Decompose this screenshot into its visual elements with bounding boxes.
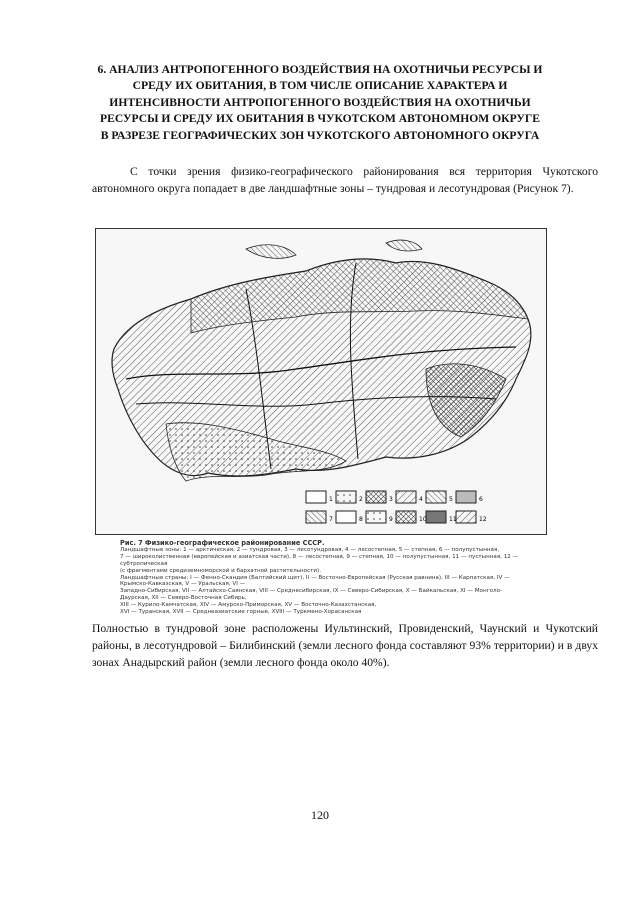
caption-line: Ландшафтные страны: I — Фенно-Скандия (Балтийский щит), II — Восточно-Европейская (Русская равнина), III — Карпатская, IV — Крымско-Кавказская, V — Уральская, VI — [120,574,510,588]
legend-label: 6 [479,496,483,503]
intro-paragraph: С точки зрения физико-географического районирования вся территория Чукотского автономного округа попадает в две ландшафтные зоны – тундровая и лесотундровая (Рисунок 7). [92,165,598,195]
heading-line: В РАЗРЕЗЕ ГЕОГРАФИЧЕСКИХ ЗОН ЧУКОТСКОГО АВТОНОМНОГО ОКРУГА [100,128,540,142]
caption-line: Западно-Сибирская, VII — Алтайско-Саянская, VIII — Среднесибирская, IX — Северо-Сибирская, X — Байкальская, XI — Монголо-Даурская, XII — Северо-Восточная Сибирь, [120,588,503,602]
legend-label: 2 [359,496,363,503]
caption-line: (с фрагментами средиземноморской и бархатной растительности). [120,567,322,574]
map-figure [95,228,547,535]
heading-line: ИНТЕНСИВНОСТИ АНТРОПОГЕННОГО ВОЗДЕЙСТВИЯ НА ОХОТНИЧЬИ [109,95,531,109]
figure-caption [120,540,520,616]
legend-label: 7 [329,516,333,523]
page-number: 120 [311,808,329,822]
heading-line: 6. АНАЛИЗ АНТРОПОГЕННОГО ВОЗДЕЙСТВИЯ НА ОХОТНИЧЬИ РЕСУРСЫ И [97,63,543,76]
legend-label: 9 [389,516,393,523]
legend-label: 5 [449,496,453,503]
legend-label: 4 [419,496,423,503]
caption-line: Ландшафтные зоны: 1 — арктическая, 2 — тундровая, 3 — лесотундровая, 4 — лесостепная, 5 — степная, 6 — полупустынная, [120,546,500,553]
section-heading [70,62,570,144]
legend-label: 8 [359,516,363,523]
heading-line: СРЕДУ ИХ ОБИТАНИЯ, В ТОМ ЧИСЛЕ ОПИСАНИЕ ХАРАКТЕРА И [132,79,508,93]
caption-title: Рис. 7 Физико-географическое районирование СССР. [120,539,325,547]
caption-line: XIII — Курило-Камчатская, XIV — Амурско-Приморская, XV — Восточно-Казахстанская, [120,602,377,609]
legend-label: 11 [449,516,457,523]
heading-line: РЕСУРСЫ И СРЕДУ ИХ ОБИТАНИЯ В ЧУКОТСКОМ АВТОНОМНОМ ОКРУГЕ [100,112,540,126]
caption-line: XVI — Туранская, XVII — Среднеазиатские горные, XVIII — Туркмено-Хорасанская [120,609,362,616]
legend-label: 1 [329,496,333,503]
ussr-physiographic-map [96,229,546,534]
legend-label: 3 [389,496,393,503]
caption-line: 7 — широколиственная (европейская и азиатская части), 8 — лесостепная, 9 — степная, 10 — полупустынная, 11 — пустынная, 12 — субтропическая [120,553,519,567]
legend-label: 10 [419,516,427,523]
districts-paragraph: Полностью в тундровой зоне расположены Иультинский, Провиденский, Чаунский и Чукотский районы, в лесотундровой – Билибинский (земли лесного фонда составляют 93% территории) и в двух зонах Анадырский район (земли лесного фонда около 40%). [92,622,598,669]
legend-label: 12 [479,516,487,523]
